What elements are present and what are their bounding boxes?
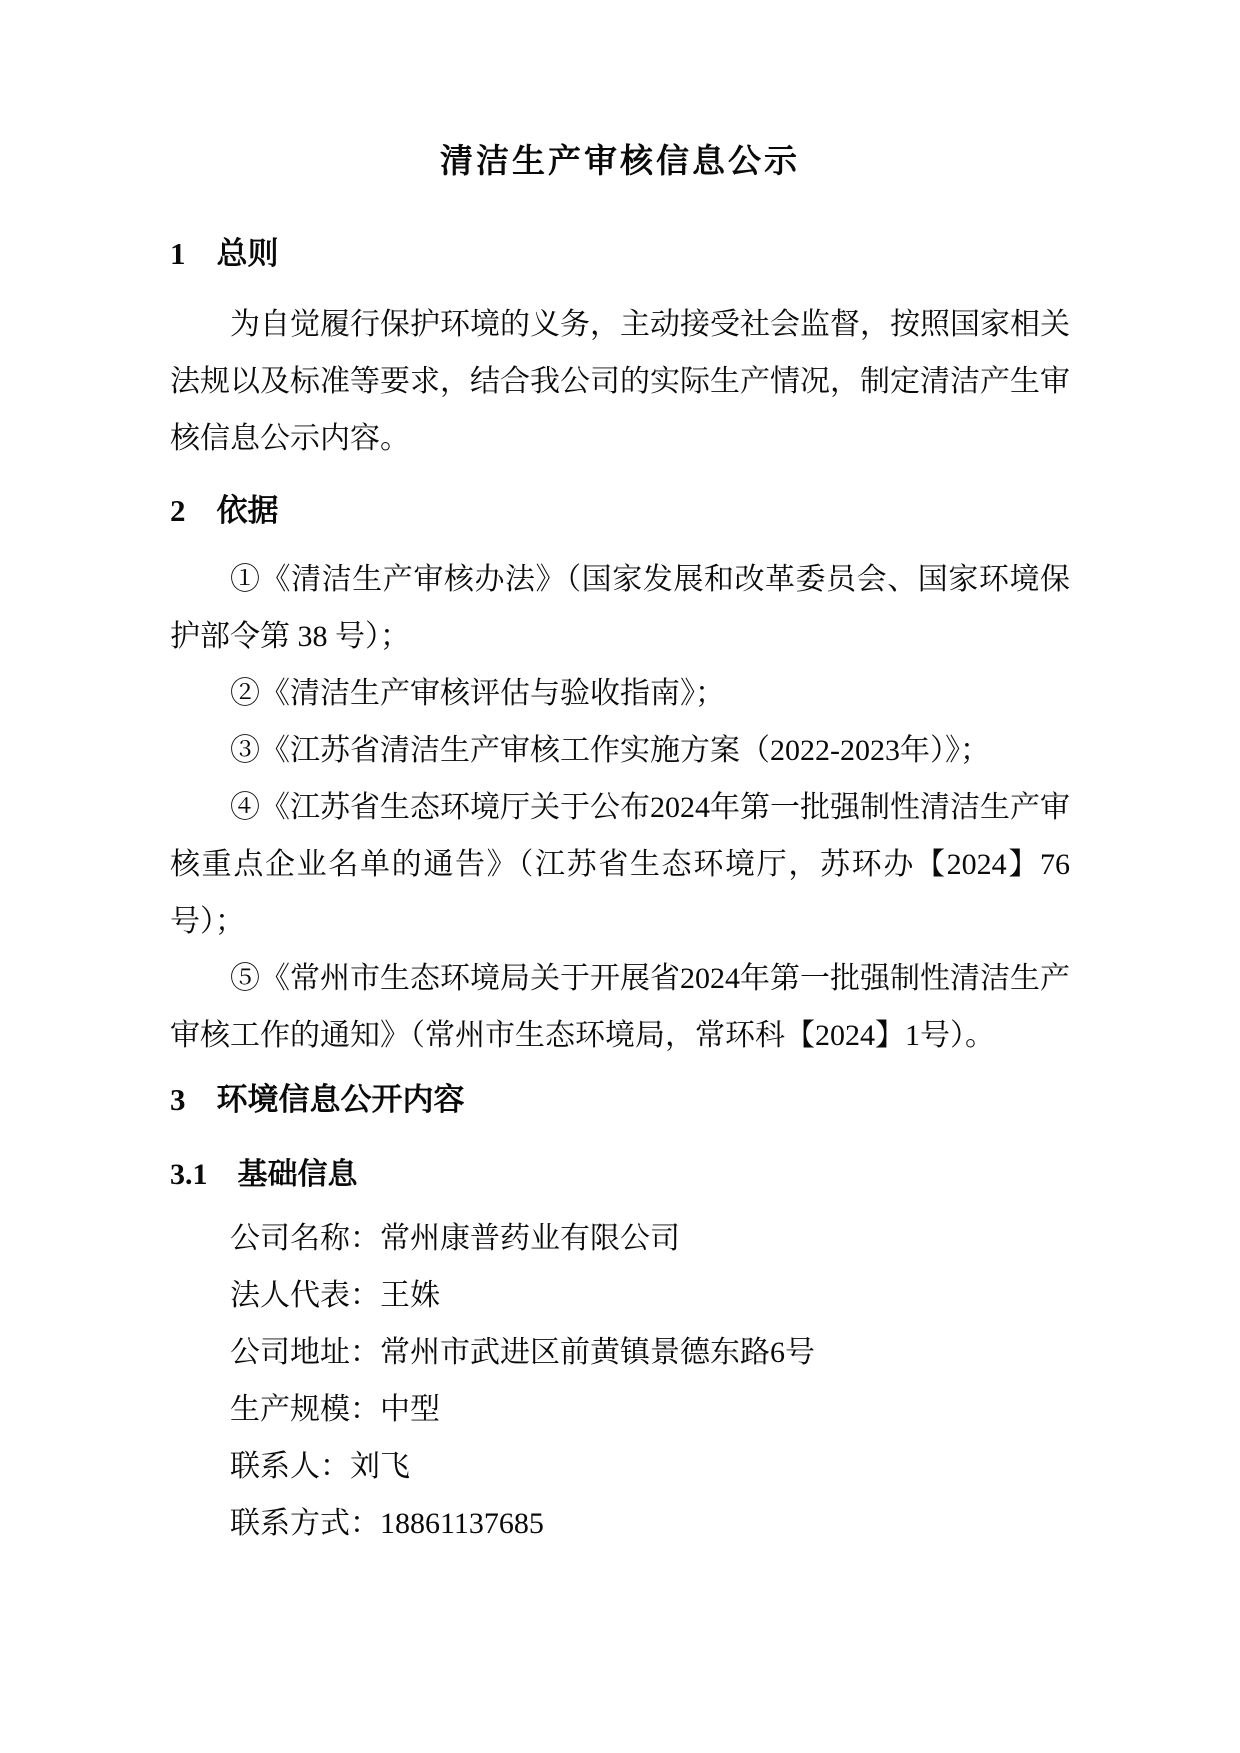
info-value-company-name: 常州康普药业有限公司 [380,1222,680,1255]
legal-basis-item-5: ⑤《常州市生态环境局关于开展省2024年第一批强制性清洁生产审核工作的通知》（常州市生态环境局，常环科【2024】1号）。 [170,962,1070,1052]
document-title: 清洁生产审核信息公示 [440,144,800,180]
info-label-contact-person: 联系人： [230,1450,350,1483]
info-label-legal-representative: 法人代表： [230,1279,380,1312]
legal-basis-item-2: ②《清洁生产审核评估与验收指南》； [230,677,725,710]
legal-basis-item-3: ③《江苏省清洁生产审核工作实施方案（2022-2023年）》； [230,734,990,767]
info-line-contact-person [170,1438,1070,1495]
info-value-production-scale: 中型 [380,1393,440,1426]
info-value-company-address: 常州市武进区前黄镇景德东路6号 [380,1336,815,1369]
info-value-contact-phone: 18861137685 [380,1507,544,1540]
info-line-contact-phone [170,1495,1070,1552]
legal-basis-item-1: ①《清洁生产审核办法》（国家发展和改革委员会、国家环境保护部令第 38 号）； [170,563,1070,653]
section-3-heading: 3 环境信息公开内容 [170,1082,465,1117]
info-value-contact-person: 刘飞 [350,1450,410,1483]
legal-basis-item-4: ④《江苏省生态环境厅关于公布2024年第一批强制性清洁生产审核重点企业名单的通告》（江苏省生态环境厅，苏环办【2024】76号）； [170,791,1070,938]
basic-info-list [170,1210,1070,1552]
section-2-heading: 2 依据 [170,493,279,528]
info-label-company-address: 公司地址： [230,1336,380,1369]
info-value-legal-representative: 王姝 [380,1279,440,1312]
info-line-production-scale [170,1381,1070,1438]
legal-basis-list [170,551,1070,1064]
info-line-company-name [170,1210,1070,1267]
section-1-paragraph: 为自觉履行保护环境的义务，主动接受社会监督，按照国家相关法规以及标准等要求，结合我公司的实际生产情况，制定清洁产生审核信息公示内容。 [170,308,1070,455]
info-line-legal-representative [170,1267,1070,1324]
section-3-1-heading: 3.1 基础信息 [170,1158,358,1191]
info-label-company-name: 公司名称： [230,1222,380,1255]
section-1-heading: 1 总则 [170,236,279,271]
info-line-company-address [170,1324,1070,1381]
info-label-contact-phone: 联系方式： [230,1507,380,1540]
info-label-production-scale: 生产规模： [230,1393,380,1426]
